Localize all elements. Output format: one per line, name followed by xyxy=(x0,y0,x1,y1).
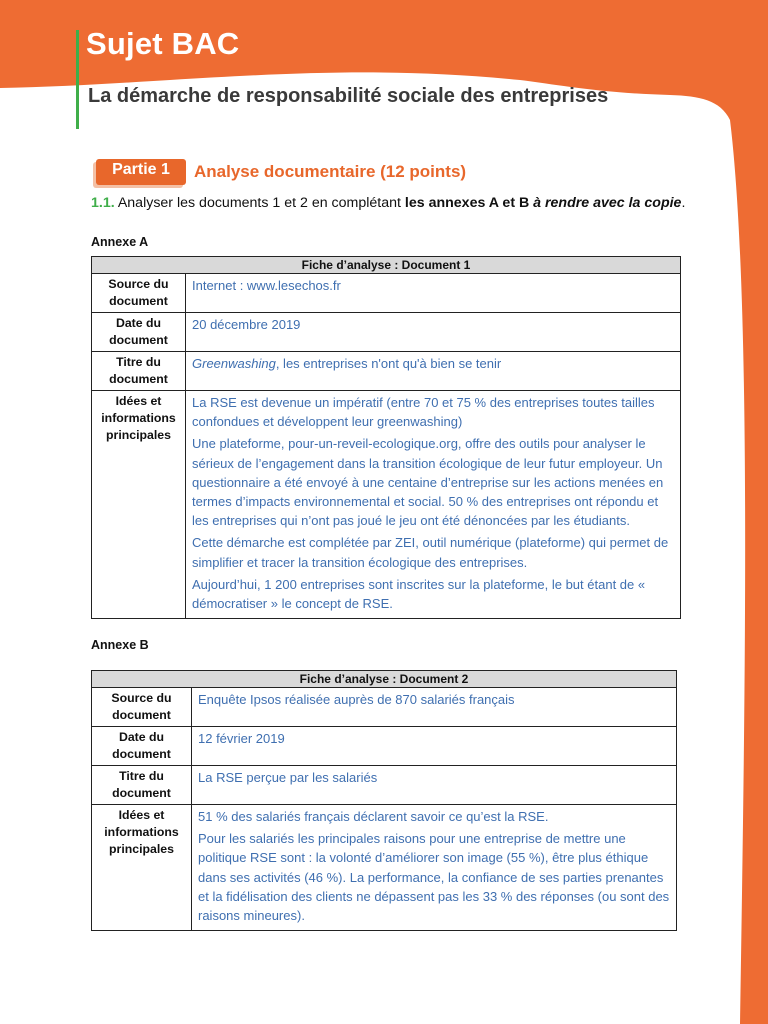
annexe-a-label: Annexe A xyxy=(91,235,149,249)
part-tab-label: Partie 1 xyxy=(112,161,170,178)
row-value: Internet : www.lesechos.fr xyxy=(186,274,681,313)
page-subtitle: La démarche de responsabilité sociale des entreprises xyxy=(88,85,609,107)
table-title: Fiche d’analyse : Document 2 xyxy=(92,671,677,688)
row-label: Idées et informations principales xyxy=(92,391,186,619)
question-text-bold-italic: à rendre avec la copie xyxy=(529,195,682,211)
part-heading: Analyse documentaire (12 points) xyxy=(194,162,467,181)
row-label: Date du document xyxy=(92,727,192,766)
table-row xyxy=(92,313,681,352)
row-value: 20 décembre 2019 xyxy=(186,313,681,352)
table-row xyxy=(92,727,677,766)
row-label: Date du document xyxy=(92,313,186,352)
table-header-row xyxy=(92,671,677,688)
question-1-1 xyxy=(91,193,691,214)
question-text: Analyser les documents 1 et 2 en complétant xyxy=(114,195,405,211)
table-row xyxy=(92,688,677,727)
row-value-rest: , les entreprises n'ont qu'à bien se tenir xyxy=(275,356,502,371)
table-title: Fiche d’analyse : Document 1 xyxy=(92,257,681,274)
table-row xyxy=(92,352,681,391)
row-label: Titre du document xyxy=(92,352,186,391)
part-tab xyxy=(96,159,186,185)
title-accent-bar xyxy=(76,30,79,129)
row-label: Titre du document xyxy=(92,766,192,805)
annexe-b-label: Annexe B xyxy=(91,638,149,652)
idea-paragraph: Aujourd’hui, 1 200 entreprises sont inscrites sur la plateforme, le but étant de « démocratiser » le concept de RSE. xyxy=(192,576,646,612)
row-value xyxy=(192,805,677,931)
idea-paragraph: Pour les salariés les principales raisons pour une entreprise de mettre une politique RSE sont : la volonté d’améliorer son image (55 %), être plus éthique dans ses activités (46 %). La performance, la confiance de ses parties prenantes et la fidélisation des clients ne dépassent pas les 33 % des réponses (ou sont des raisons mineures). xyxy=(198,831,670,924)
question-text-bold: les annexes A et B xyxy=(404,195,530,211)
row-value: Enquête Ipsos réalisée auprès de 870 salariés français xyxy=(192,688,677,727)
table-header-row xyxy=(92,257,681,274)
row-label: Idées et informations principales xyxy=(92,805,192,931)
idea-paragraph: La RSE est devenue un impératif (entre 70 et 75 % des entreprises toutes tailles confondues et développent leur greenwashing) xyxy=(192,395,655,430)
row-label: Source du document xyxy=(92,274,186,313)
row-value xyxy=(186,352,681,391)
idea-paragraph: 51 % des salariés français déclarent savoir ce qu’est la RSE. xyxy=(198,809,549,824)
table-row xyxy=(92,391,681,619)
idea-paragraph: Cette démarche est complétée par ZEI, outil numérique (plateforme) qui permet de simplifier et tracer la transition écologique des entreprises. xyxy=(192,535,669,570)
row-value: 12 février 2019 xyxy=(192,727,677,766)
idea-paragraph: Une plateforme, pour-un-reveil-ecologique.org, offre des outils pour analyser le sérieux de l’engagement dans la transition écologique de leur futur employeur. Un questionnaire a été envoyé à une centaine d’entreprise sur les actions menées en termes d’impacts environnemental et social. 50 % des entreprises ont répondu et les entreprises qui n’ont pas joué le jeu ont été dénoncées par les étudiants. xyxy=(192,436,664,529)
row-label: Source du document xyxy=(92,688,192,727)
row-value xyxy=(186,391,681,619)
question-text-end: . xyxy=(681,195,686,211)
table-row xyxy=(92,766,677,805)
annexe-a-table xyxy=(91,256,681,619)
page-title: Sujet BAC xyxy=(86,26,240,61)
annexe-b-table xyxy=(91,670,677,931)
table-row xyxy=(92,274,681,313)
table-row xyxy=(92,805,677,931)
row-value: La RSE perçue par les salariés xyxy=(192,766,677,805)
question-number: 1.1. xyxy=(91,195,115,211)
row-value-italic: Greenwashing xyxy=(192,356,276,371)
